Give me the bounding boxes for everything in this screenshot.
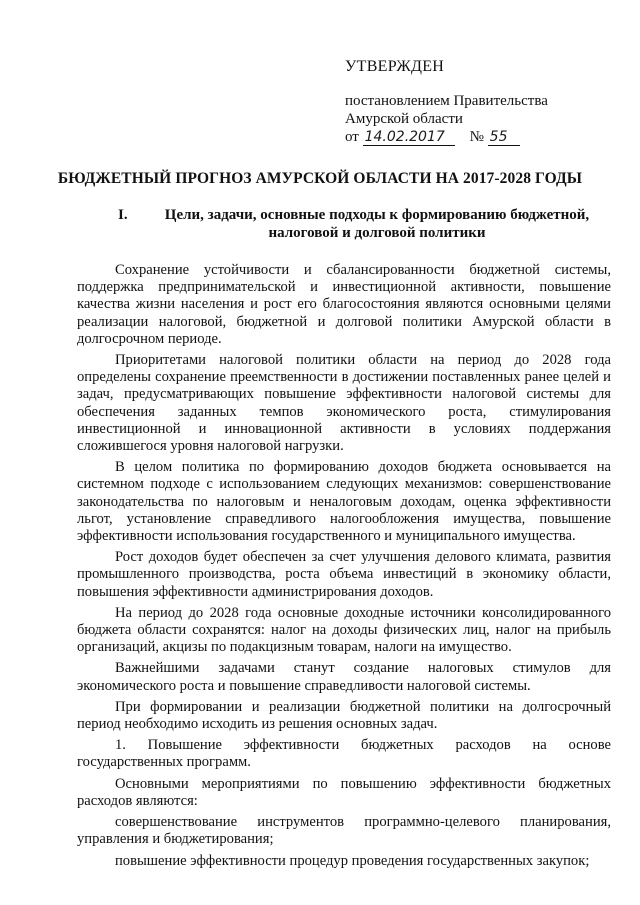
- date-prefix: от: [345, 129, 359, 145]
- approval-date-number-row: [345, 128, 605, 146]
- body-text: [77, 262, 611, 874]
- paragraph-measure-planning: совершенствование инструментов программно-целевого планирования, управления и бюджетирования;: [77, 814, 611, 848]
- number-prefix: №: [469, 129, 484, 145]
- paragraph-key-tasks: Важнейшими задачами станут создание налоговых стимулов для экономического роста и повышение справедливости налоговой системы.: [77, 660, 611, 694]
- paragraph-revenue-growth: Рост доходов будет обеспечен за счет улучшения делового климата, развития промышленного производства, роста объема инвестиций в экономику области, повышения эффективности администрирования доходов.: [77, 549, 611, 600]
- handwritten-number: 55: [488, 129, 520, 146]
- section-heading: [118, 206, 598, 242]
- approval-block: [345, 58, 605, 146]
- paragraph-budget-policy: При формировании и реализации бюджетной политики на долгосрочный период необходимо исходить из решения основных задач.: [77, 698, 611, 733]
- paragraph-measures: Основными мероприятиями по повышению эффективности бюджетных расходов являются:: [77, 775, 611, 809]
- approval-line-region: Амурской области: [345, 111, 463, 127]
- paragraph-goals: Сохранение устойчивости и сбалансированности бюджетной системы, поддержка предпринимательской и инвестиционной активности, повышение качества жизни населения и рост его благосостояния являются основными целями реализации налоговой, бюджетной и долговой политики Амурской области в долгосрочном периоде.: [77, 262, 611, 347]
- approval-stamp-title: УТВЕРЖДЕН: [345, 58, 445, 75]
- paragraph-tax-priorities: Приоритетами налоговой политики области на период до 2028 года определены сохранение преемственности в достижении поставленных ранее целей и задач, предусматривающих повышение эффективности налоговой системы для обеспечения заданных темпов экономического роста, стимулирования инвестиционной и инновационной активности в условиях поддержания сложившегося уровня налоговой нагрузки.: [77, 352, 611, 455]
- paragraph-revenue-policy: В целом политика по формированию доходов бюджета основывается на системном подходе с использованием следующих механизмов: совершенствование законодательства по налоговым и неналоговым доходам, оценка эффективности льгот, установление справедливого налогообложения имущества, повышение эффективности использования государственного и муниципального имущества.: [77, 459, 611, 545]
- section-title: Цели, задачи, основные подходы к формированию бюджетной, налоговой и долговой политики: [164, 207, 590, 241]
- document-title: БЮДЖЕТНЫЙ ПРОГНОЗ АМУРСКОЙ ОБЛАСТИ НА 2017-2028 ГОДЫ: [57, 170, 583, 187]
- section-number: I.: [118, 207, 128, 223]
- paragraph-measure-procurement: повышение эффективности процедур проведения государственных закупок;: [115, 852, 590, 869]
- paragraph-item-1: 1. Повышение эффективности бюджетных расходов на основе государственных программ.: [77, 737, 611, 771]
- handwritten-date: 14.02.2017: [363, 129, 455, 146]
- paragraph-revenue-sources: На период до 2028 года основные доходные источники консолидированного бюджета области сохранятся: налог на доходы физических лиц, налог на прибыль организаций, акцизы по подакцизным товарам, налоги на имущество.: [77, 604, 611, 656]
- approval-line-decree: постановлением Правительства: [345, 93, 548, 109]
